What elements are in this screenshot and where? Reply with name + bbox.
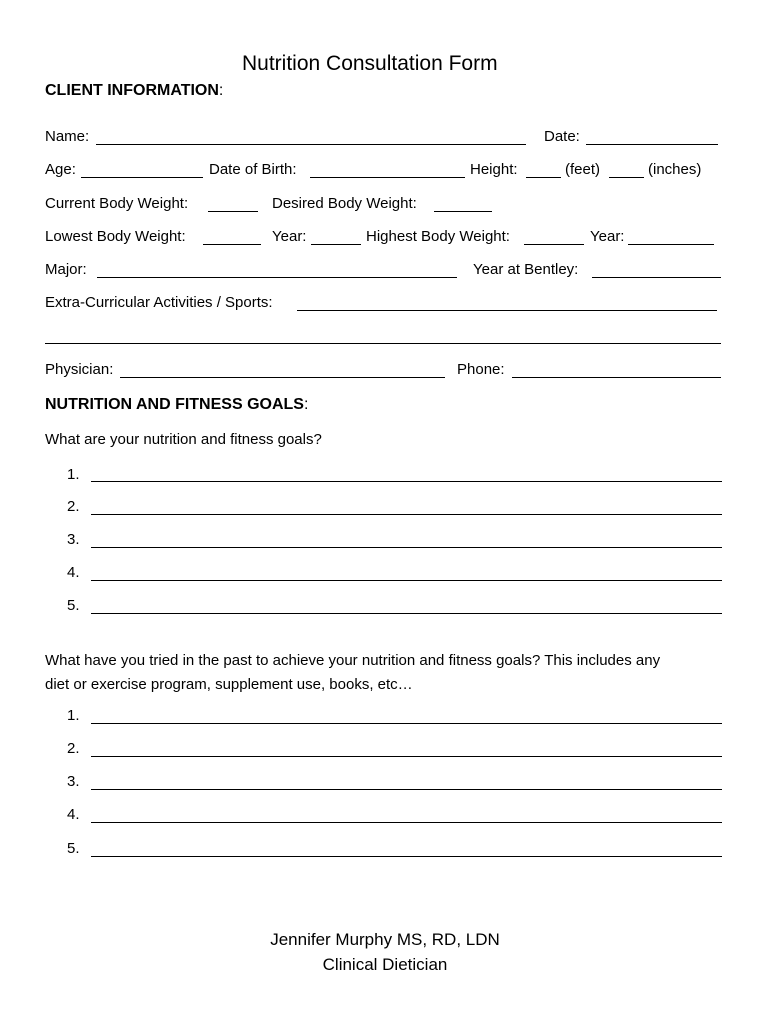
footer-title: Clinical Dietician <box>322 955 448 974</box>
client-info-heading-text: CLIENT INFORMATION <box>45 82 219 99</box>
past-4-field[interactable] <box>91 822 722 823</box>
highest-year-field[interactable] <box>628 244 714 245</box>
goal-number: 1. <box>67 466 80 483</box>
lowest-year-field[interactable] <box>311 244 361 245</box>
dob-field[interactable] <box>310 177 465 178</box>
goal-number: 5. <box>67 597 80 614</box>
dob-label: Date of Birth: <box>209 161 297 178</box>
highest-weight-field[interactable] <box>524 244 584 245</box>
past-number: 2. <box>67 740 80 757</box>
desired-weight-label: Desired Body Weight: <box>272 195 417 212</box>
past-question-line-2: diet or exercise program, supplement use, books, etc… <box>45 676 413 693</box>
goals-heading-colon: : <box>303 396 309 413</box>
height-label: Height: <box>470 161 518 178</box>
past-number: 4. <box>67 806 80 823</box>
lowest-weight-label: Lowest Body Weight: <box>45 228 186 245</box>
goal-number: 4. <box>67 564 80 581</box>
past-number: 1. <box>67 707 80 724</box>
current-weight-field[interactable] <box>208 211 258 212</box>
date-label: Date: <box>544 128 580 145</box>
goal-5-field[interactable] <box>91 613 722 614</box>
physician-label: Physician: <box>45 361 114 378</box>
age-label: Age: <box>45 161 76 178</box>
major-field[interactable] <box>97 277 457 278</box>
goal-2-field[interactable] <box>91 514 722 515</box>
goals-heading-text: NUTRITION AND FITNESS GOALS <box>45 396 304 413</box>
date-field[interactable] <box>586 144 718 145</box>
goal-1-field[interactable] <box>91 481 722 482</box>
past-number: 3. <box>67 773 80 790</box>
name-field[interactable] <box>96 144 526 145</box>
activities-field-line-2[interactable] <box>45 343 721 344</box>
highest-weight-label: Highest Body Weight: <box>366 228 510 245</box>
inches-label: (inches) <box>648 161 702 178</box>
physician-field[interactable] <box>120 377 445 378</box>
phone-label: Phone: <box>457 361 505 378</box>
goal-number: 3. <box>67 531 80 548</box>
current-weight-label: Current Body Weight: <box>45 195 189 212</box>
footer-name: Jennifer Murphy MS, RD, LDN <box>270 930 500 949</box>
major-label: Major: <box>45 261 87 278</box>
activities-field[interactable] <box>297 310 717 311</box>
phone-field[interactable] <box>512 377 721 378</box>
goal-4-field[interactable] <box>91 580 722 581</box>
past-3-field[interactable] <box>91 789 722 790</box>
lowest-weight-field[interactable] <box>203 244 261 245</box>
goals-heading <box>45 395 308 415</box>
goals-question: What are your nutrition and fitness goals? <box>45 431 322 448</box>
client-info-heading <box>45 81 223 101</box>
feet-label: (feet) <box>565 161 601 178</box>
activities-label: Extra-Curricular Activities / Sports: <box>45 294 273 311</box>
past-5-field[interactable] <box>91 856 722 857</box>
goal-3-field[interactable] <box>91 547 722 548</box>
past-2-field[interactable] <box>91 756 722 757</box>
form-title: Nutrition Consultation Form <box>242 52 498 75</box>
goal-number: 2. <box>67 498 80 515</box>
highest-year-label: Year: <box>590 228 625 245</box>
desired-weight-field[interactable] <box>434 211 492 212</box>
client-info-heading-colon: : <box>218 82 224 99</box>
year-at-bentley-field[interactable] <box>592 277 721 278</box>
height-feet-field[interactable] <box>526 177 561 178</box>
year-at-bentley-label: Year at Bentley: <box>473 261 579 278</box>
past-1-field[interactable] <box>91 723 722 724</box>
past-question-line-1: What have you tried in the past to achieve your nutrition and fitness goals? This includes any <box>45 652 661 669</box>
lowest-year-label: Year: <box>272 228 307 245</box>
age-field[interactable] <box>81 177 203 178</box>
height-inches-field[interactable] <box>609 177 644 178</box>
name-label: Name: <box>45 128 90 145</box>
past-number: 5. <box>67 840 80 857</box>
